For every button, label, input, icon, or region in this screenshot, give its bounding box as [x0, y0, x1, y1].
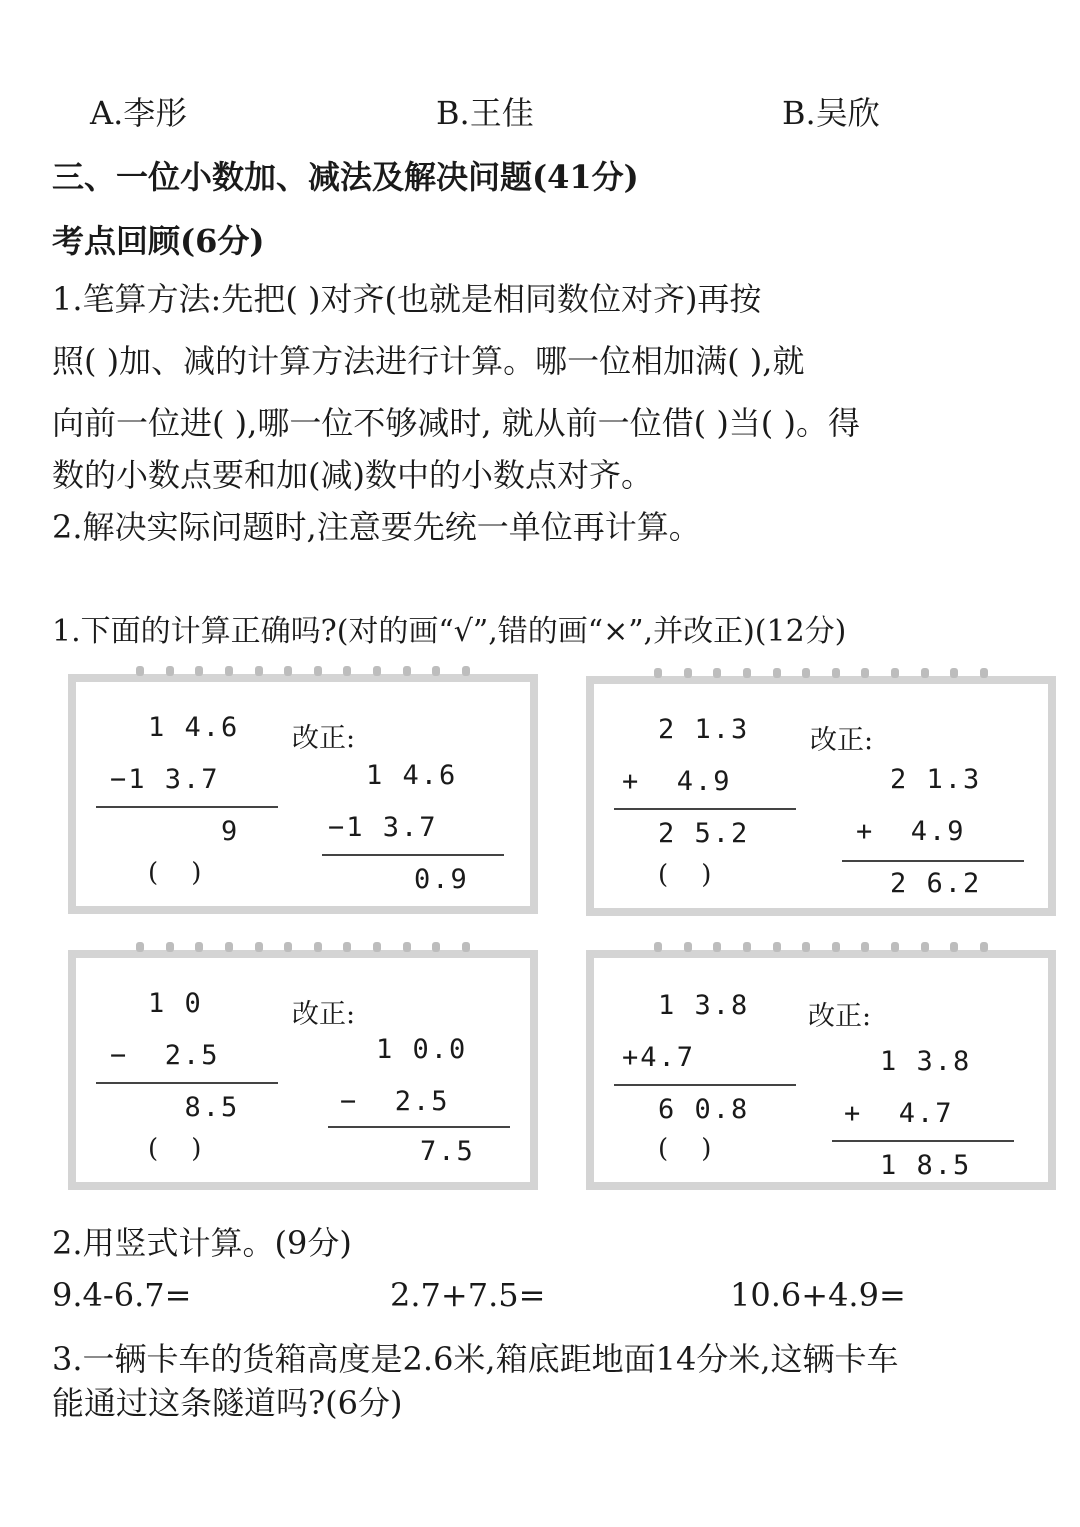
card-fix-result: 0.9 — [414, 864, 469, 895]
q2-item-1: 9.4-6.7= — [52, 1276, 192, 1314]
card-fix-result: 2 6.2 — [890, 868, 982, 899]
card-answer-paren: ( ) — [658, 1134, 712, 1164]
card-binding-dots — [136, 666, 470, 676]
card-operand-a: 2 1.3 — [658, 714, 750, 745]
card-fix-a: 1 3.8 — [880, 1046, 972, 1077]
review-line-2: 照( )加、减的计算方法进行计算。哪一位相加满( ),就 — [52, 342, 805, 380]
card-fix-b: −1 3.7 — [328, 812, 438, 843]
section-title: 三、一位小数加、减法及解决问题(41分) — [52, 158, 639, 196]
card-fix-a: 2 1.3 — [890, 764, 982, 795]
card-operand-b: + 4.9 — [622, 766, 732, 797]
card-fix-b: + 4.7 — [844, 1098, 954, 1129]
card-fix-b: + 4.9 — [856, 816, 966, 847]
card-fix-label: 改正: — [292, 999, 356, 1030]
card-fix-line — [842, 860, 1024, 862]
card-fix-result: 1 8.5 — [880, 1150, 972, 1181]
card-answer-paren: ( ) — [148, 1134, 202, 1164]
card-operand-b: −1 3.7 — [110, 764, 220, 795]
calc-card-1 — [68, 674, 538, 914]
review-title: 考点回顾(6分) — [52, 222, 265, 260]
card-sum-line — [96, 1082, 278, 1084]
q3-line-2: 能通过这条隧道吗?(6分) — [52, 1384, 403, 1422]
option-b: B.王佳 — [436, 94, 534, 132]
q2-item-2: 2.7+7.5= — [390, 1276, 546, 1314]
calc-card-2 — [586, 676, 1056, 916]
card-result: 9 — [148, 816, 240, 847]
card-operand-a: 1 0 — [148, 988, 203, 1019]
card-fix-a: 1 0.0 — [376, 1034, 468, 1065]
card-fix-result: 7.5 — [420, 1136, 475, 1167]
card-binding-dots — [654, 942, 988, 952]
q2-item-3: 10.6+4.9= — [730, 1276, 906, 1314]
q2-title: 2.用竖式计算。(9分) — [52, 1224, 352, 1262]
review-line-4: 数的小数点要和加(减)数中的小数点对齐。 — [52, 456, 653, 494]
card-fix-label: 改正: — [808, 1001, 872, 1032]
card-sum-line — [96, 806, 278, 808]
card-fix-label: 改正: — [292, 723, 356, 754]
option-c: B.吴欣 — [782, 94, 880, 132]
calc-card-4 — [586, 950, 1056, 1190]
card-fix-label: 改正: — [810, 725, 874, 756]
card-answer-paren: ( ) — [148, 858, 202, 888]
card-answer-paren: ( ) — [658, 860, 712, 890]
card-binding-dots — [654, 668, 988, 678]
review-line-1: 1.笔算方法:先把( )对齐(也就是相同数位对齐)再按 — [52, 280, 762, 318]
q3-line-1: 3.一辆卡车的货箱高度是2.6米,箱底距地面14分米,这辆卡车 — [52, 1340, 899, 1378]
card-fix-line — [322, 854, 504, 856]
card-fix-line — [328, 1126, 510, 1128]
card-fix-line — [832, 1140, 1014, 1142]
card-sum-line — [614, 808, 796, 810]
card-operand-b: +4.7 — [622, 1042, 696, 1073]
option-a: A.李彤 — [90, 94, 188, 132]
card-fix-a: 1 4.6 — [366, 760, 458, 791]
card-operand-a: 1 4.6 — [148, 712, 240, 743]
card-result: 8.5 — [148, 1092, 240, 1123]
card-operand-a: 1 3.8 — [658, 990, 750, 1021]
card-binding-dots — [136, 942, 470, 952]
calc-card-3 — [68, 950, 538, 1190]
card-result: 6 0.8 — [658, 1094, 750, 1125]
review-line-3: 向前一位进( ),哪一位不够减时, 就从前一位借( )当( )。得 — [52, 404, 860, 442]
card-result: 2 5.2 — [658, 818, 750, 849]
card-operand-b: − 2.5 — [110, 1040, 220, 1071]
q1-title: 1.下面的计算正确吗?(对的画“√”,错的画“×”,并改正)(12分) — [52, 614, 847, 649]
review-line-5: 2.解决实际问题时,注意要先统一单位再计算。 — [52, 508, 701, 546]
card-fix-b: − 2.5 — [340, 1086, 450, 1117]
card-sum-line — [614, 1084, 796, 1086]
